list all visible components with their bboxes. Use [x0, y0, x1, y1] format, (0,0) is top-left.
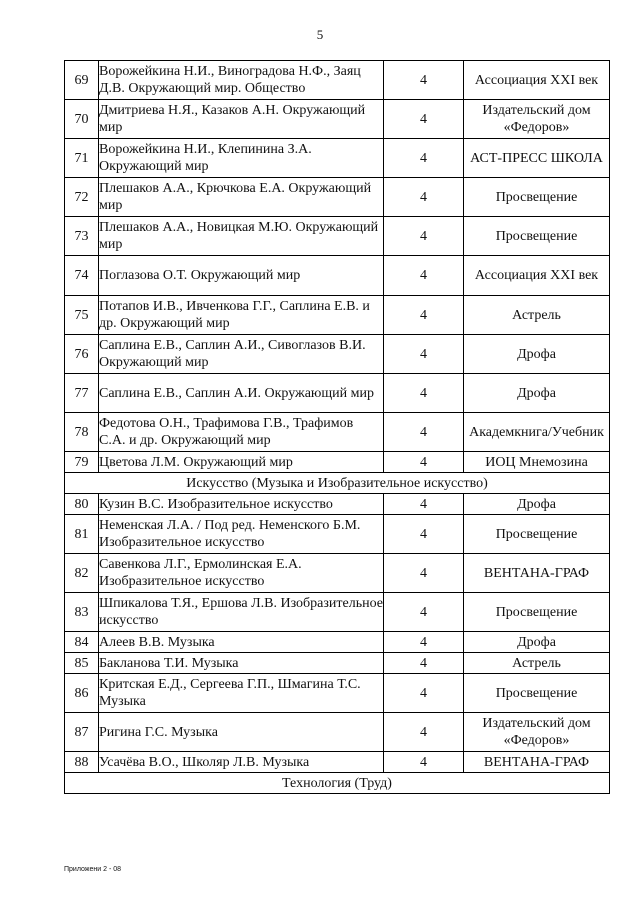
row-number: 85: [65, 653, 99, 674]
publisher: Издательский дом «Федоров»: [464, 100, 610, 139]
table-row: [65, 554, 610, 593]
publisher: Дрофа: [464, 494, 610, 515]
textbook-table: [64, 60, 610, 794]
grade: 4: [384, 494, 464, 515]
row-number: 82: [65, 554, 99, 593]
publisher: Астрель: [464, 653, 610, 674]
row-number: 74: [65, 256, 99, 296]
author-title: Савенкова Л.Г., Ермолинская Е.А. Изобразительное искусство: [99, 554, 384, 593]
publisher: Ассоциация XXI век: [464, 256, 610, 296]
publisher: Дрофа: [464, 335, 610, 374]
table-row: [65, 61, 610, 100]
publisher: Ассоциация XXI век: [464, 61, 610, 100]
table-body: [65, 61, 610, 794]
row-number: 80: [65, 494, 99, 515]
publisher: Дрофа: [464, 632, 610, 653]
table-row: [65, 335, 610, 374]
row-number: 79: [65, 452, 99, 473]
table-row: [65, 632, 610, 653]
grade: 4: [384, 554, 464, 593]
row-number: 76: [65, 335, 99, 374]
table-row: [65, 653, 610, 674]
table-row: [65, 139, 610, 178]
grade: 4: [384, 256, 464, 296]
author-title: Саплина Е.В., Саплин А.И. Окружающий мир: [99, 374, 384, 413]
table-row: [65, 178, 610, 217]
grade: 4: [384, 653, 464, 674]
table-row: [65, 296, 610, 335]
author-title: Плешаков А.А., Новицкая М.Ю. Окружающий мир: [99, 217, 384, 256]
table-row: [65, 217, 610, 256]
grade: 4: [384, 674, 464, 713]
author-title: Потапов И.В., Ивченкова Г.Г., Саплина Е.В. и др. Окружающий мир: [99, 296, 384, 335]
row-number: 86: [65, 674, 99, 713]
row-number: 75: [65, 296, 99, 335]
publisher: Академкнига/Учебник: [464, 413, 610, 452]
publisher: Просвещение: [464, 593, 610, 632]
author-title: Саплина Е.В., Саплин А.И., Сивоглазов В.И. Окружающий мир: [99, 335, 384, 374]
publisher: Просвещение: [464, 217, 610, 256]
table-row: [65, 713, 610, 752]
grade: 4: [384, 413, 464, 452]
row-number: 78: [65, 413, 99, 452]
grade: 4: [384, 593, 464, 632]
row-number: 87: [65, 713, 99, 752]
table-row: [65, 374, 610, 413]
author-title: Дмитриева Н.Я., Казаков А.Н. Окружающий мир: [99, 100, 384, 139]
grade: 4: [384, 335, 464, 374]
page-number: 5: [316, 27, 324, 42]
row-number: 77: [65, 374, 99, 413]
section-header-row: [65, 473, 610, 494]
row-number: 72: [65, 178, 99, 217]
publisher: АСТ-ПРЕСС ШКОЛА: [464, 139, 610, 178]
table-row: [65, 593, 610, 632]
author-title: Ворожейкина Н.И., Клепинина З.А. Окружающий мир: [99, 139, 384, 178]
publisher: Просвещение: [464, 515, 610, 554]
grade: 4: [384, 139, 464, 178]
row-number: 88: [65, 752, 99, 773]
table-row: [65, 452, 610, 473]
author-title: Шпикалова Т.Я., Ершова Л.В. Изобразительное искусство: [99, 593, 384, 632]
grade: 4: [384, 217, 464, 256]
grade: 4: [384, 61, 464, 100]
row-number: 84: [65, 632, 99, 653]
publisher: Просвещение: [464, 674, 610, 713]
table-row: [65, 413, 610, 452]
publisher: Дрофа: [464, 374, 610, 413]
author-title: Федотова О.Н., Трафимова Г.В., Трафимов С.А. и др. Окружающий мир: [99, 413, 384, 452]
author-title: Плешаков А.А., Крючкова Е.А. Окружающий мир: [99, 178, 384, 217]
footer-note: Приложени 2 - 08: [64, 866, 122, 873]
author-title: Бакланова Т.И. Музыка: [99, 653, 384, 674]
row-number: 83: [65, 593, 99, 632]
publisher: Просвещение: [464, 178, 610, 217]
publisher: ВЕНТАНА-ГРАФ: [464, 752, 610, 773]
author-title: Критская Е.Д., Сергеева Г.П., Шмагина Т.С. Музыка: [99, 674, 384, 713]
author-title: Кузин В.С. Изобразительное искусство: [99, 494, 384, 515]
grade: 4: [384, 178, 464, 217]
author-title: Поглазова О.Т. Окружающий мир: [99, 256, 384, 296]
table-row: [65, 100, 610, 139]
row-number: 70: [65, 100, 99, 139]
grade: 4: [384, 296, 464, 335]
publisher: ИОЦ Мнемозина: [464, 452, 610, 473]
author-title: Неменская Л.А. / Под ред. Неменского Б.М. Изобразительное искусство: [99, 515, 384, 554]
publisher: ВЕНТАНА-ГРАФ: [464, 554, 610, 593]
section-title: Технология (Труд): [65, 773, 610, 794]
grade: 4: [384, 752, 464, 773]
author-title: Цветова Л.М. Окружающий мир: [99, 452, 384, 473]
grade: 4: [384, 100, 464, 139]
grade: 4: [384, 515, 464, 554]
row-number: 81: [65, 515, 99, 554]
section-title: Искусство (Музыка и Изобразительное искусство): [65, 473, 610, 494]
publisher: Издательский дом «Федоров»: [464, 713, 610, 752]
table-row: [65, 256, 610, 296]
row-number: 69: [65, 61, 99, 100]
author-title: Ворожейкина Н.И., Виноградова Н.Ф., Заяц Д.В. Окружающий мир. Общество: [99, 61, 384, 100]
author-title: Усачёва В.О., Школяр Л.В. Музыка: [99, 752, 384, 773]
table-row: [65, 515, 610, 554]
table-row: [65, 752, 610, 773]
row-number: 71: [65, 139, 99, 178]
table-row: [65, 494, 610, 515]
publisher: Астрель: [464, 296, 610, 335]
section-header-row: [65, 773, 610, 794]
author-title: Алеев В.В. Музыка: [99, 632, 384, 653]
grade: 4: [384, 374, 464, 413]
grade: 4: [384, 452, 464, 473]
grade: 4: [384, 713, 464, 752]
author-title: Ригина Г.С. Музыка: [99, 713, 384, 752]
grade: 4: [384, 632, 464, 653]
table-row: [65, 674, 610, 713]
row-number: 73: [65, 217, 99, 256]
